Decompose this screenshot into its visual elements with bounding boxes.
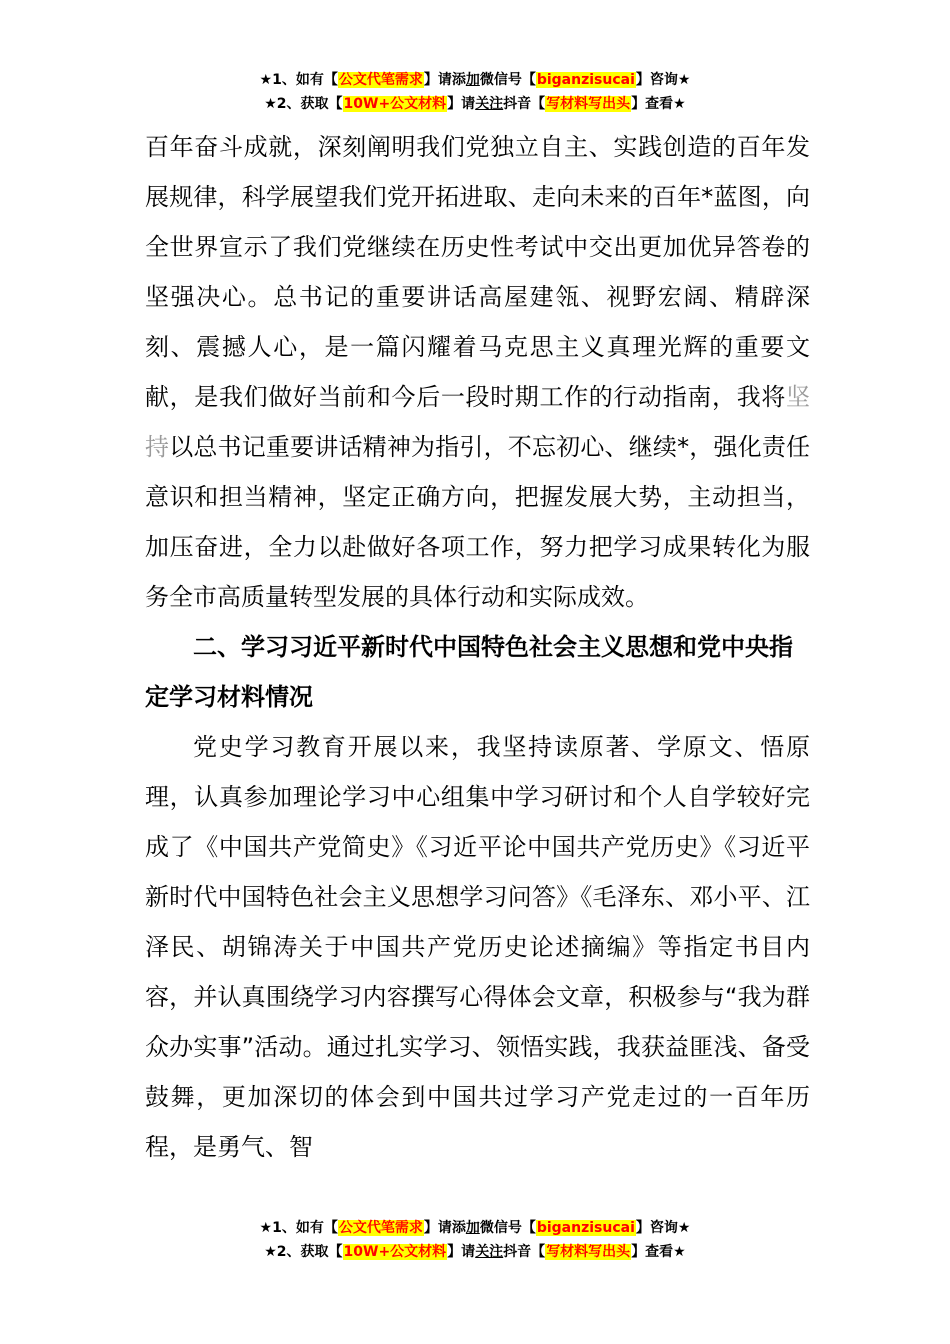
banner-highlight: 公文代笔需求	[338, 72, 423, 88]
banner-line-1: ★1、如有【公文代笔需求】请添加微信号【biganzisucai】咨询★	[259, 1220, 691, 1236]
banner-line-2: ★2、获取【10W+公文材料】请关注抖音【写材料写出头】查看★	[264, 1244, 686, 1260]
banner-highlight: 10W+公文材料	[343, 96, 447, 112]
faint-text: 坚持	[145, 383, 810, 461]
banner-highlight: 10W+公文材料	[343, 1244, 447, 1260]
banner-douyin-name: 写材料写出头	[546, 96, 631, 112]
paragraph-1: 百年奋斗成就，深刻阐明我们党独立自主、实践创造的百年发展规律，科学展望我们党开拓进取、走向未来的百年*蓝图，向全世界宣示了我们党继续在历史性考试中交出更加优异答卷的坚强决心。总书记的重要讲话高屋建瓴、视野宏阔、精辟深刻、震撼人心，是一篇闪耀着马克思主义真理光辉的重要文献，是我们做好当前和今后一段时期工作的行动指南，我将坚持以总书记重要讲话精神为指引，不忘初心、继续*，强化责任意识和担当精神，坚定正确方向，把握发展大势，主动担当，加压奋进，全力以赴做好各项工作，努力把学习成果转化为服务全市高质量转型发展的具体行动和实际成效。	[145, 133, 811, 611]
banner-wechat-id: biganzisucai	[536, 1220, 635, 1236]
banner-wechat-id: biganzisucai	[536, 72, 635, 88]
banner-line-2: ★2、获取【10W+公文材料】请关注抖音【写材料写出头】查看★	[264, 96, 686, 112]
top-banner	[0, 68, 950, 116]
banner-douyin-name: 写材料写出头	[546, 1244, 631, 1260]
banner-highlight: 公文代笔需求	[338, 1220, 423, 1236]
section-heading-2: 二、学习习近平新时代中国特色社会主义思想和党中央指定学习材料情况	[145, 633, 793, 711]
document-body	[145, 122, 810, 1172]
paragraph-2: 党史学习教育开展以来，我坚持读原著、学原文、悟原理，认真参加理论学习中心组集中学习研讨和个人自学较好完成了《中国共产党简史》《习近平论中国共产党历史》《习近平新时代中国特色社会主义思想学习问答》《毛泽东、邓小平、江泽民、胡锦涛关于中国共产党历史论述摘编》等指定书目内容，并认真围绕学习内容撰写心得体会文章，积极参与“我为群众办实事”活动。通过扎实学习、领悟实践，我获益匪浅、备受鼓舞，更加深切的体会到中国共过学习产党走过的一百年历程，是勇气、智	[145, 733, 810, 1161]
bottom-banner	[0, 1216, 950, 1264]
banner-line-1: ★1、如有【公文代笔需求】请添加微信号【biganzisucai】咨询★	[259, 72, 691, 88]
